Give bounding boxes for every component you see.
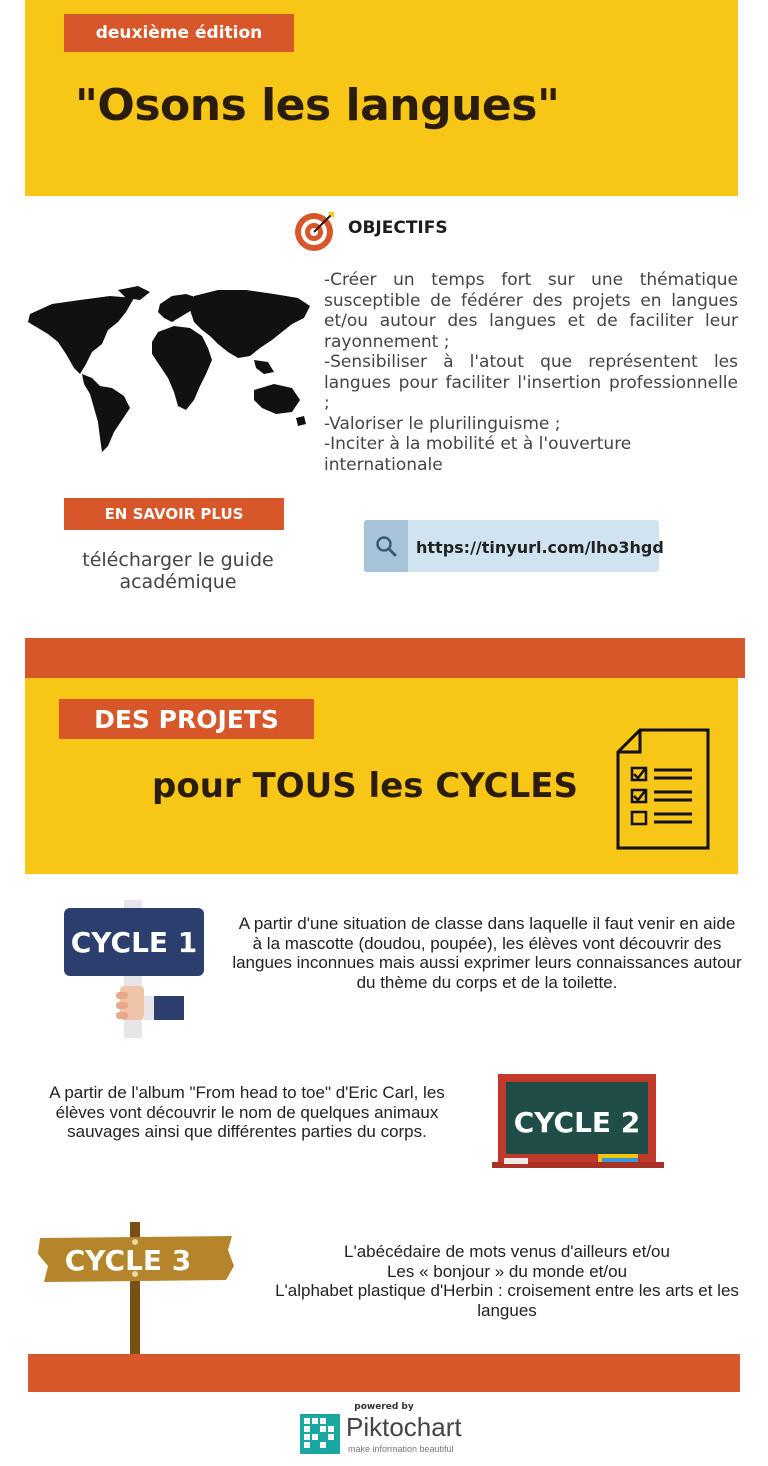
cycle-1-sign (60, 900, 208, 1040)
learn-more-button[interactable]: EN SAVOIR PLUS (64, 498, 284, 530)
cycle-2-description: A partir de l'album "From head to toe" d'Eric Carl, les élèves vont découvrir le nom de quelques animaux sauvages ainsi que différentes parties du corps. (49, 1083, 445, 1141)
objectives-text (324, 270, 738, 475)
cycle-3-label: CYCLE 3 (64, 1244, 192, 1277)
objective-item: -Valoriser le plurilinguisme ; (324, 413, 561, 434)
cycle-1-label: CYCLE 1 (70, 926, 198, 959)
cycle-3-description (262, 1242, 752, 1320)
piktochart-logo-icon (300, 1414, 340, 1454)
brand-tagline: make information beautiful (348, 1444, 454, 1454)
target-icon (294, 210, 336, 252)
cycle-2-label: CYCLE 2 (513, 1106, 641, 1139)
world-map-icon (22, 282, 312, 454)
link-icon-box (364, 520, 408, 572)
cycle-3-line: L'abécédaire de mots venus d'ailleurs et/ou (344, 1242, 670, 1261)
objective-item: -Inciter à la mobilité et à l'ouverture internationale (324, 434, 632, 475)
objectives-heading: OBJECTIFS (348, 218, 448, 238)
checklist-document-icon (616, 728, 710, 850)
download-guide-text: télécharger le guide académique (82, 549, 274, 593)
guide-link[interactable]: https://tinyurl.com/lho3hgd (416, 538, 664, 557)
powered-by-text: powered by (354, 1402, 414, 1412)
cycle-2-chalkboard (492, 1074, 664, 1172)
cycle-1-description: A partir d'une situation de classe dans laquelle il faut venir en aide à la mascotte (doudou, poupée), les élèves vont découvrir des langues inconnues mais aussi exprimer leurs connaissances autour du thème du corps et de la toilette. (232, 914, 742, 992)
section-divider (25, 638, 745, 678)
cycle-3-line: Les « bonjour » du monde et/ou (386, 1261, 628, 1281)
projects-heading: DES PROJETS (59, 699, 314, 739)
footer-bar (28, 1354, 740, 1392)
cycle-3-line: L'alphabet plastique d'Herbin : croisement entre les arts et les langues (275, 1281, 739, 1320)
objective-item: -Sensibiliser à l'atout que représentent les langues pour faciliter l'insertion professionnelle ; (324, 352, 738, 413)
brand-name: Piktochart (346, 1412, 462, 1442)
page-title: "Osons les langues" (75, 80, 560, 131)
edition-badge: deuxième édition (64, 14, 294, 52)
search-icon (375, 535, 397, 557)
projects-subtitle: pour TOUS les CYCLES (152, 766, 579, 806)
objective-item: -Créer un temps fort sur une thématique susceptible de fédérer des projets en langues et/ou autour des langues et de faciliter leur rayonnement ; (324, 270, 738, 352)
